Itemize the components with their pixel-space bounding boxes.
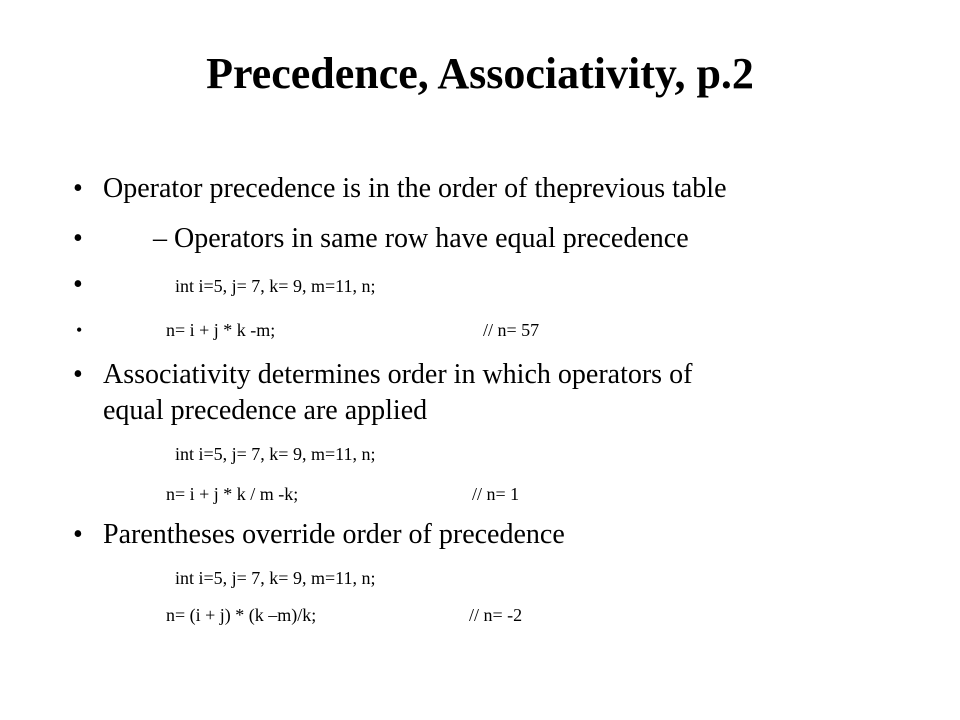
code-declaration-2: int i=5, j= 7, k= 9, m=11, n; [175, 444, 376, 464]
code-expression-1: n= i + j * k -m; [166, 320, 276, 340]
code-declaration-1: int i=5, j= 7, k= 9, m=11, n; [175, 276, 376, 296]
bullet-icon: • [76, 320, 83, 340]
code-comment-3: // n= -2 [469, 605, 523, 625]
bullet-icon: • [73, 223, 83, 254]
bullet-text-precedence-order: Operator precedence is in the order of theprevious table [103, 173, 727, 204]
bullet-text-same-row: – Operators in same row have equal precedence [153, 223, 689, 254]
bullet-icon: • [73, 269, 83, 300]
bullet-text-parentheses: Parentheses override order of precedence [103, 519, 565, 550]
slide-title: Precedence, Associativity, p.2 [206, 49, 754, 98]
bullet-text-associativity-line2: equal precedence are applied [103, 395, 428, 426]
code-declaration-3: int i=5, j= 7, k= 9, m=11, n; [175, 568, 376, 588]
code-comment-2: // n= 1 [472, 484, 520, 504]
bullet-icon: • [73, 173, 83, 204]
bullet-icon: • [73, 519, 83, 550]
code-expression-2: n= i + j * k / m -k; [166, 484, 299, 504]
code-comment-1: // n= 57 [483, 320, 540, 340]
bullet-icon: • [73, 359, 83, 390]
bullet-text-associativity-line1: Associativity determines order in which operators of [103, 359, 693, 390]
code-expression-3: n= (i + j) * (k –m)/k; [166, 605, 317, 625]
